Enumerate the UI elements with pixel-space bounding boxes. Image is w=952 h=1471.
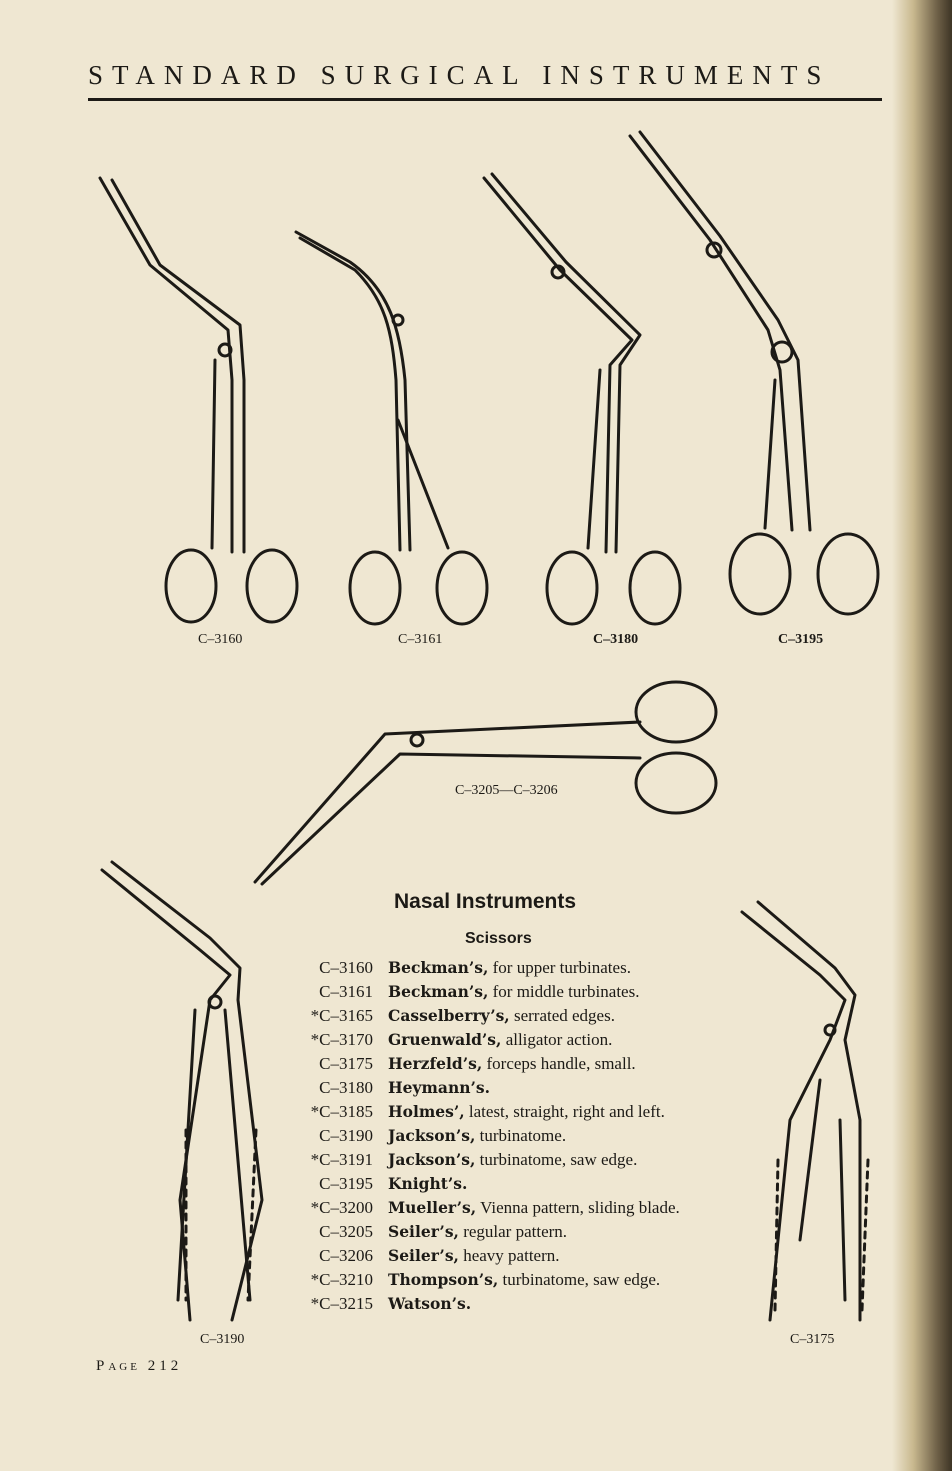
scissors-c3190-drawing [102, 862, 262, 1320]
instrument-name: Gruenwald’s, [388, 1030, 502, 1049]
catalog-code: *C–3210 [310, 1270, 373, 1289]
catalog-entry [270, 1150, 720, 1170]
catalog-code: C–3161 [319, 982, 373, 1001]
catalog-entry [270, 1270, 720, 1290]
catalog-entry [270, 1198, 720, 1218]
catalog-entry [270, 1078, 720, 1098]
instrument-name: Casselberry’s, [388, 1006, 510, 1025]
catalog-description [388, 1006, 708, 1026]
catalog-description [388, 1054, 708, 1074]
page-footer [96, 1358, 182, 1375]
instrument-detail: Vienna pattern, sliding blade. [480, 1198, 680, 1217]
figure-caption-c3190: C–3190 [200, 1332, 245, 1347]
instrument-name: Beckman’s, [388, 958, 489, 977]
page-label: PAGE [96, 1358, 140, 1374]
instrument-detail: for upper turbinates. [492, 958, 631, 977]
catalog-code: C–3180 [319, 1078, 373, 1097]
instrument-name: Holmes’, [388, 1102, 465, 1121]
instrument-detail: turbinatome. [479, 1126, 567, 1145]
instrument-detail: turbinatome, saw edge. [479, 1150, 638, 1169]
scissors-c3161-drawing [296, 232, 487, 624]
catalog-code: *C–3215 [310, 1294, 373, 1313]
catalog-code: C–3175 [319, 1054, 373, 1073]
scissors-c3195-drawing [630, 132, 878, 614]
catalog-code: *C–3165 [310, 1006, 373, 1025]
figure-caption-c3161: C–3161 [398, 632, 443, 647]
scissors-c3160-drawing [100, 178, 297, 622]
figure-caption-c3160: C–3160 [198, 632, 243, 647]
catalog-code: C–3160 [319, 958, 373, 977]
catalog-entry [270, 1246, 720, 1266]
catalog-entry [270, 1294, 720, 1314]
section-title: Nasal Instruments [394, 890, 577, 913]
figure-caption-c3195: C–3195 [778, 632, 824, 647]
catalog-description [388, 982, 708, 1002]
catalog-entry [270, 1222, 720, 1242]
instrument-name: Seiler’s, [388, 1222, 459, 1241]
catalog-description [388, 1270, 708, 1290]
instrument-detail: serrated edges. [513, 1006, 615, 1025]
catalog-entry [270, 1054, 720, 1074]
instrument-detail: regular pattern. [463, 1222, 568, 1241]
catalog-description [388, 1246, 708, 1266]
scissors-c3180-drawing [484, 174, 680, 624]
figure-caption-c3180: C–3180 [593, 632, 639, 647]
catalog-code: C–3205 [319, 1222, 373, 1241]
running-head: STANDARD SURGICAL INSTRUMENTS [88, 60, 831, 90]
instrument-detail: turbinatome, saw edge. [502, 1270, 661, 1289]
catalog-code: C–3195 [319, 1174, 373, 1193]
catalog-description [388, 1150, 708, 1170]
catalog-description [388, 1294, 708, 1314]
catalog-entry [270, 1030, 720, 1050]
instrument-detail: heavy pattern. [463, 1246, 560, 1265]
catalog-code: C–3206 [319, 1246, 373, 1265]
instrument-name: Jackson’s, [388, 1126, 476, 1145]
page-number: 212 [147, 1358, 183, 1374]
scissors-c3175-drawing [742, 902, 868, 1320]
catalog-description [388, 1102, 708, 1122]
catalog-description [388, 1198, 708, 1218]
catalog-code: C–3190 [319, 1126, 373, 1145]
instrument-name: Herzfeld’s, [388, 1054, 483, 1073]
instrument-name: Knight’s. [388, 1174, 468, 1193]
instrument-name: Heymann’s. [388, 1078, 491, 1097]
catalog-code: *C–3170 [310, 1030, 373, 1049]
catalog-list [270, 958, 720, 1318]
instrument-name: Seiler’s, [388, 1246, 459, 1265]
instrument-name: Watson’s. [388, 1294, 472, 1313]
catalog-entry [270, 1102, 720, 1122]
instrument-name: Mueller’s, [388, 1198, 477, 1217]
catalog-code: *C–3200 [310, 1198, 373, 1217]
instrument-name: Thompson’s, [388, 1270, 499, 1289]
instrument-detail: latest, straight, right and left. [468, 1102, 665, 1121]
instrument-detail: alligator action. [505, 1030, 613, 1049]
catalog-entry [270, 958, 720, 978]
catalog-code: *C–3191 [310, 1150, 373, 1169]
catalog-description [388, 1174, 708, 1194]
section-subtitle: Scissors [465, 930, 532, 947]
catalog-entry [270, 1126, 720, 1146]
figure-caption-c3175: C–3175 [790, 1332, 835, 1347]
catalog-description [388, 1078, 708, 1098]
catalog-description [388, 1030, 708, 1050]
catalog-description [388, 958, 708, 978]
instrument-name: Beckman’s, [388, 982, 489, 1001]
catalog-description [388, 1222, 708, 1242]
catalog-code: *C–3185 [310, 1102, 373, 1121]
instrument-detail: forceps handle, small. [486, 1054, 636, 1073]
catalog-entry [270, 982, 720, 1002]
catalog-entry [270, 1006, 720, 1026]
instrument-name: Jackson’s, [388, 1150, 476, 1169]
catalog-entry [270, 1174, 720, 1194]
figure-caption-c3205: C–3205—C–3206 [455, 783, 558, 798]
catalog-description [388, 1126, 708, 1146]
instrument-detail: for middle turbinates. [492, 982, 640, 1001]
